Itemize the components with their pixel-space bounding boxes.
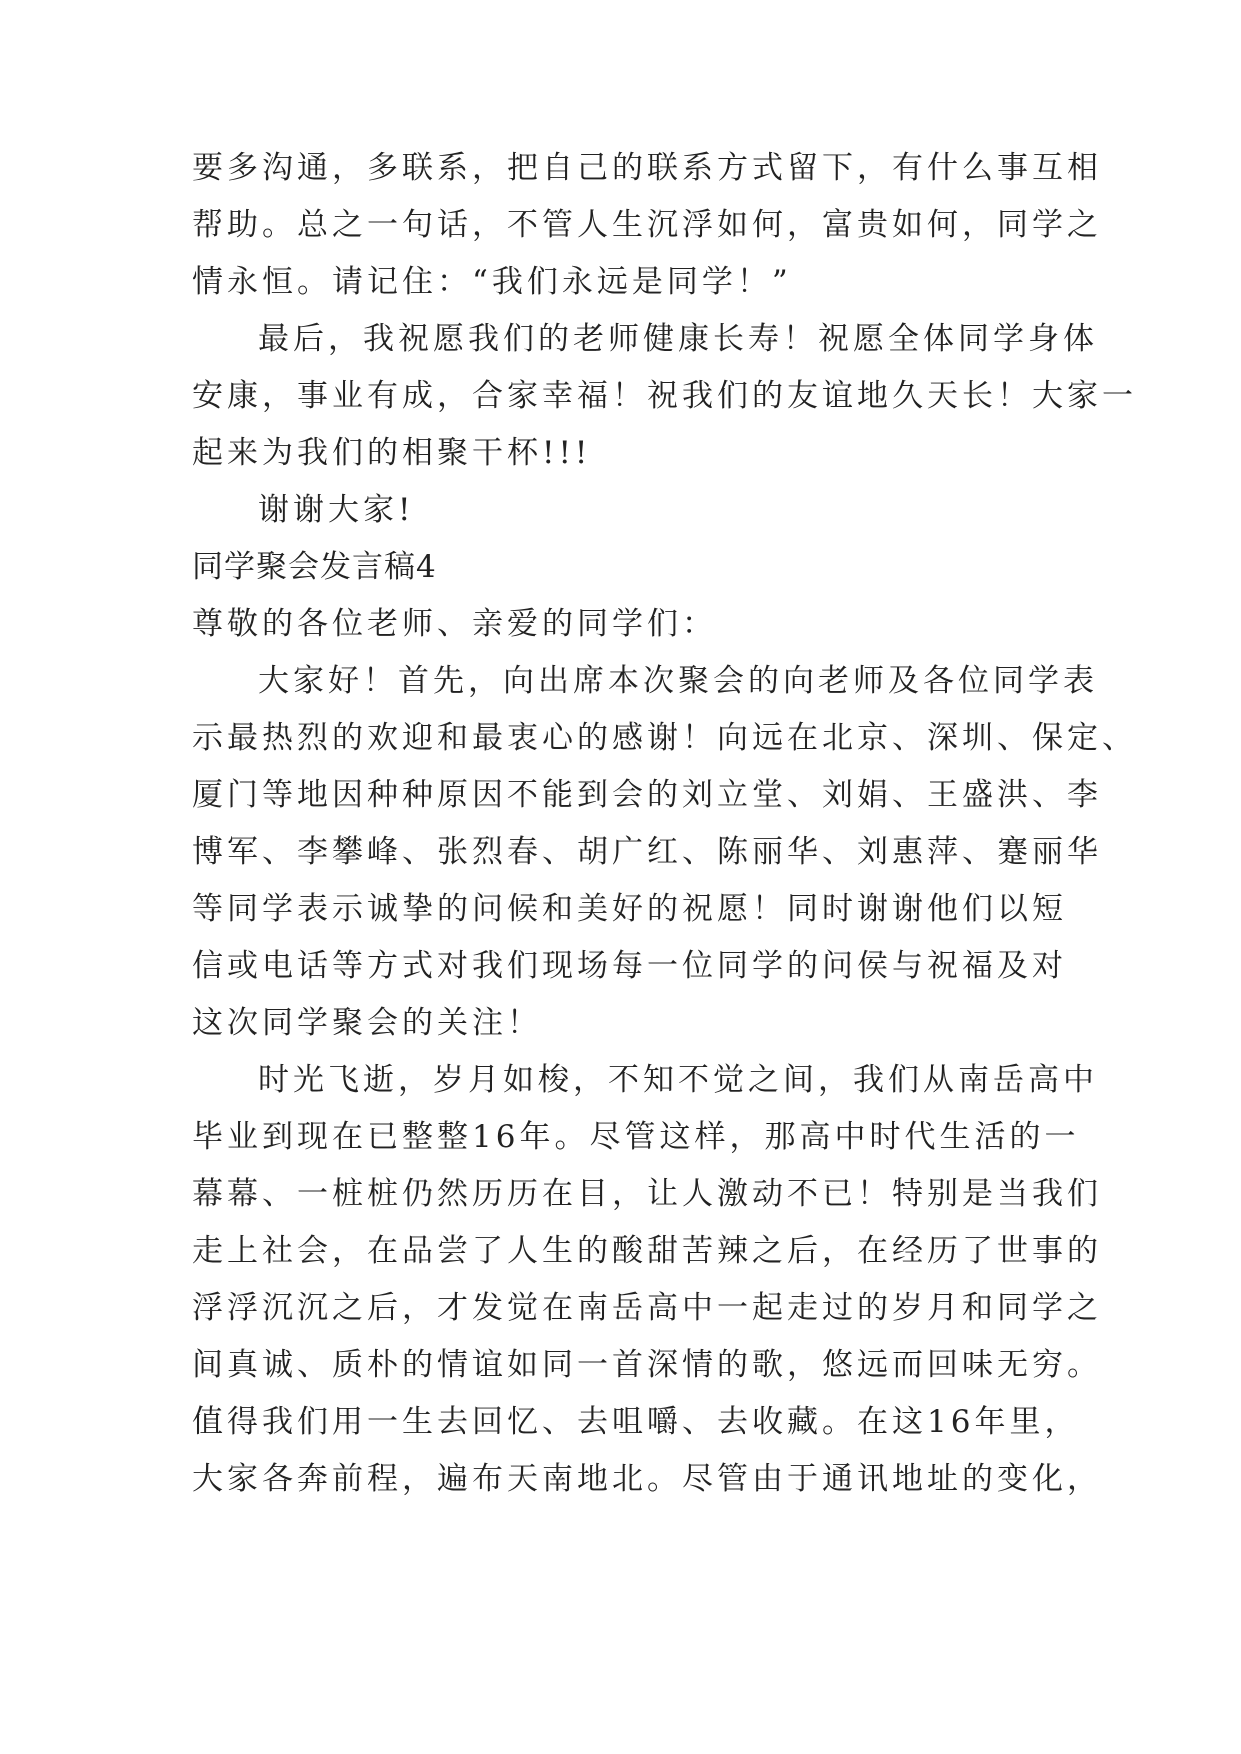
text-line: 等同学表示诚挚的问候和美好的祝愿！同时谢谢他们以短 bbox=[192, 891, 1067, 927]
text-line: 走上社会，在品尝了人生的酸甜苦辣之后，在经历了世事的 bbox=[192, 1233, 1102, 1269]
text-line: 博军、李攀峰、张烈春、胡广红、陈丽华、刘惠萍、蹇丽华 bbox=[192, 834, 1102, 870]
text-line: 大家好！首先，向出席本次聚会的向老师及各位同学表 bbox=[258, 663, 1098, 699]
text-line: 起来为我们的相聚干杯!!! bbox=[192, 435, 592, 471]
text-line: 时光飞逝，岁月如梭，不知不觉之间，我们从南岳高中 bbox=[258, 1062, 1098, 1098]
text-line: 浮浮沉沉之后，才发觉在南岳高中一起走过的岁月和同学之 bbox=[192, 1290, 1102, 1326]
text-line: 帮助。总之一句话，不管人生沉浮如何，富贵如何，同学之 bbox=[192, 207, 1102, 243]
salutation: 尊敬的各位老师、亲爱的同学们： bbox=[192, 606, 717, 642]
text-line: 幕幕、一桩桩仍然历历在目，让人激动不已！特别是当我们 bbox=[192, 1176, 1102, 1212]
text-line: 信或电话等方式对我们现场每一位同学的问侯与祝福及对 bbox=[192, 948, 1067, 984]
text-line: 大家各奔前程，遍布天南地北。尽管由于通讯地址的变化， bbox=[192, 1461, 1102, 1497]
section-heading: 同学聚会发言稿4 bbox=[192, 549, 437, 585]
text-line: 最后，我祝愿我们的老师健康长寿！祝愿全体同学身体 bbox=[258, 321, 1098, 357]
text-line: 谢谢大家! bbox=[258, 492, 415, 528]
text-line: 安康，事业有成，合家幸福！祝我们的友谊地久天长！大家一 bbox=[192, 378, 1137, 414]
text-line: 厦门等地因种种原因不能到会的刘立堂、刘娟、王盛洪、李 bbox=[192, 777, 1102, 813]
text-line: 示最热烈的欢迎和最衷心的感谢！向远在北京、深圳、保定、 bbox=[192, 720, 1137, 756]
text-line: 情永恒。请记住：“我们永远是同学！” bbox=[192, 264, 792, 300]
text-line: 间真诚、质朴的情谊如同一首深情的歌，悠远而回味无穷。 bbox=[192, 1347, 1102, 1383]
text-line: 这次同学聚会的关注！ bbox=[192, 1005, 542, 1041]
text-line: 值得我们用一生去回忆、去咀嚼、去收藏。在这16年里， bbox=[192, 1404, 1080, 1440]
text-line: 毕业到现在已整整16年。尽管这样，那高中时代生活的一 bbox=[192, 1119, 1080, 1155]
text-line: 要多沟通，多联系，把自己的联系方式留下，有什么事互相 bbox=[192, 150, 1102, 186]
